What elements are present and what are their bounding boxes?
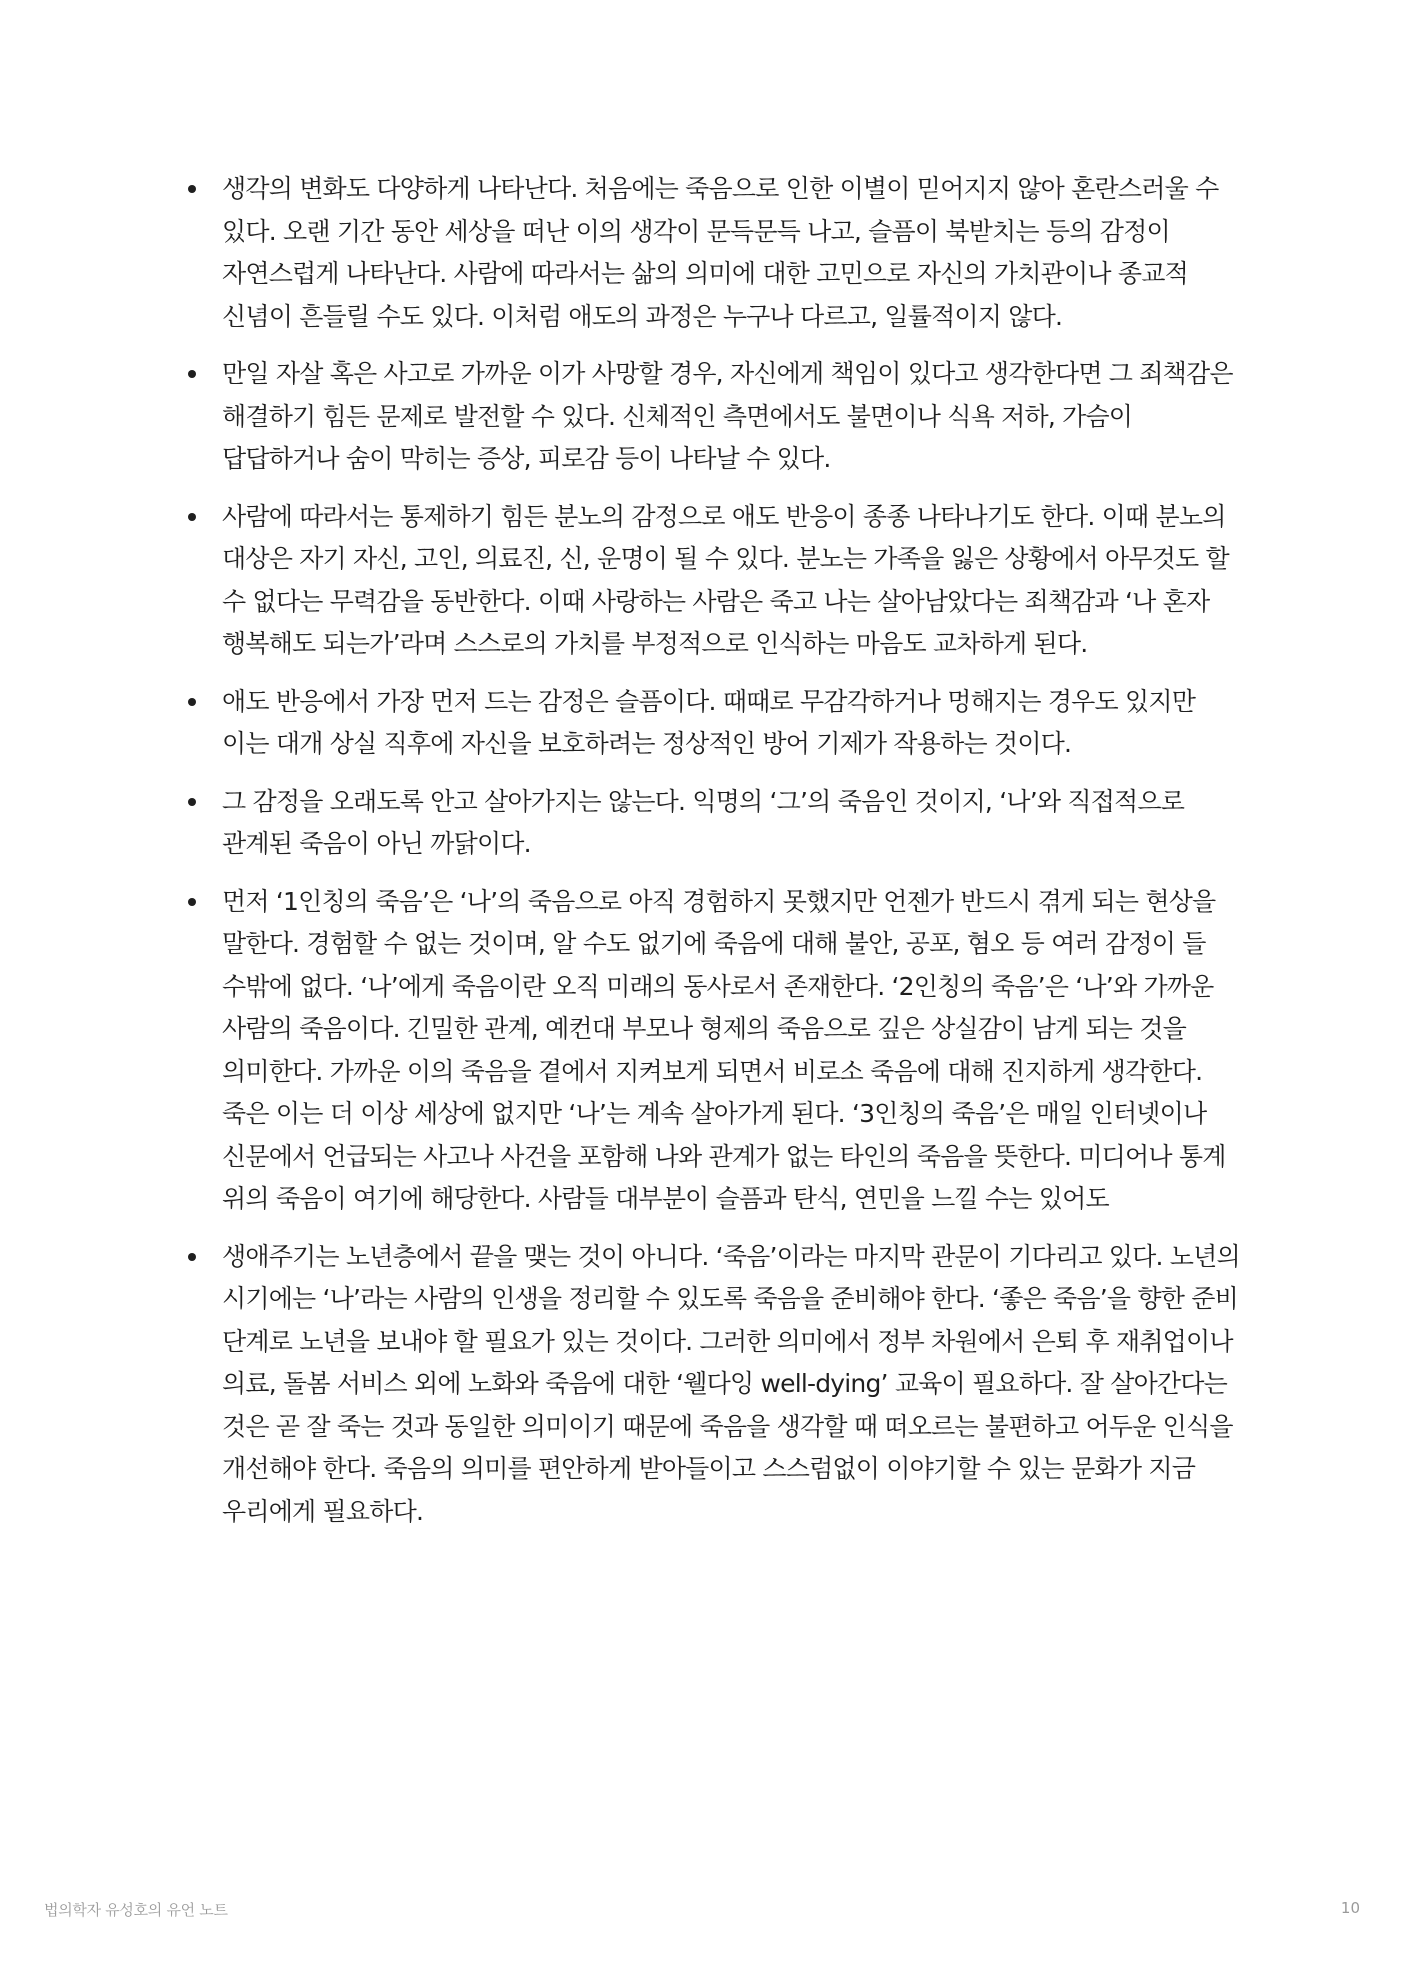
bullet-dot-icon xyxy=(188,698,196,706)
book-title: 법의학자 유성호의 유언 노트 xyxy=(44,1901,228,1919)
bullet-dot-icon xyxy=(188,898,196,906)
bullet-item xyxy=(184,496,1244,666)
bullet-item xyxy=(184,168,1244,338)
page-number: 10 xyxy=(1340,1899,1360,1917)
bullet-text: 사람에 따라서는 통제하기 힘든 분노의 감정으로 애도 반응이 종종 나타나기도 한다. 이때 분노의 대상은 자기 자신, 고인, 의료진, 신, 운명이 될 수 있다. 분노는 가족을 잃은 상황에서 아무것도 할 수 없다는 무력감을 동반한다. 이때 사랑하는 사람은 죽고 나는 살아남았다는 죄책감과 ‘나 혼자 행복해도 되는가’라며 스스로의 가치를 부정적으로 인식하는 마음도 교차하게 된다. xyxy=(222,501,1229,658)
bullet-text: 생각의 변화도 다양하게 나타난다. 처음에는 죽음으로 인한 이별이 믿어지지 않아 혼란스러울 수 있다. 오랜 기간 동안 세상을 떠난 이의 생각이 문득문득 나고, 슬픔이 북받치는 등의 감정이 자연스럽게 나타난다. 사람에 따라서는 삶의 의미에 대한 고민으로 자신의 가치관이나 종교적 신념이 흔들릴 수도 있다. 이처럼 애도의 과정은 누구나 다르고, 일률적이지 않다. xyxy=(222,174,1219,331)
bullet-item xyxy=(184,681,1244,766)
bullet-text: 먼저 ‘1인칭의 죽음’은 ‘나’의 죽음으로 아직 경험하지 못했지만 언젠가 반드시 겪게 되는 현상을 말한다. 경험할 수 없는 것이며, 알 수도 없기에 죽음에 대해 불안, 공포, 혐오 등 여러 감정이 들 수밖에 없다. ‘나’에게 죽음이란 오직 미래의 동사로서 존재한다. ‘2인칭의 죽음’은 ‘나’와 가까운 사람의 죽음이다. 긴밀한 관계, 예컨대 부모나 형제의 죽음으로 깊은 상실감이 남게 되는 것을 의미한다. 가까운 이의 죽음을 곁에서 지켜보게 되면서 비로소 죽음에 대해 진지하게 생각한다. 죽은 이는 더 이상 세상에 없지만 ‘나’는 계속 살아가게 된다. ‘3인칭의 죽음’은 매일 인터넷이나 신문에서 언급되는 사고나 사건을 포함해 나와 관계가 없는 타인의 죽음을 뜻한다. 미디어나 통계 위의 죽음이 여기에 해당한다. 사람들 대부분이 슬픔과 탄식, 연민을 느낄 수는 있어도 xyxy=(222,886,1226,1213)
bullet-text: 생애주기는 노년층에서 끝을 맺는 것이 아니다. ‘죽음’이라는 마지막 관문이 기다리고 있다. 노년의 시기에는 ‘나’라는 사람의 인생을 정리할 수 있도록 죽음을 준비해야 한다. ‘좋은 죽음’을 향한 준비 단계로 노년을 보내야 할 필요가 있는 것이다. 그러한 의미에서 정부 차원에서 은퇴 후 재취업이나 의료, 돌봄 서비스 외에 노화와 죽음에 대한 ‘웰다잉 well-dying’ 교육이 필요하다. 잘 살아간다는 것은 곧 잘 죽는 것과 동일한 의미이기 때문에 죽음을 생각할 때 떠오르는 불편하고 어두운 인식을 개선해야 한다. 죽음의 의미를 편안하게 받아들이고 스스럼없이 이야기할 수 있는 문화가 지금 우리에게 필요하다. xyxy=(222,1241,1240,1526)
bullet-item xyxy=(184,1236,1244,1534)
bullet-list xyxy=(184,168,1244,1533)
bullet-item xyxy=(184,781,1244,866)
bullet-text: 만일 자살 혹은 사고로 가까운 이가 사망할 경우, 자신에게 책임이 있다고 생각한다면 그 죄책감은 해결하기 힘든 문제로 발전할 수 있다. 신체적인 측면에서도 불면이나 식욕 저하, 가슴이 답답하거나 숨이 막히는 증상, 피로감 등이 나타날 수 있다. xyxy=(222,359,1233,473)
bullet-text: 그 감정을 오래도록 안고 살아가지는 않는다. 익명의 ‘그’의 죽음인 것이지, ‘나’와 직접적으로 관계된 죽음이 아닌 까닭이다. xyxy=(222,786,1185,858)
bullet-item xyxy=(184,881,1244,1221)
bullet-item xyxy=(184,353,1244,481)
bullet-dot-icon xyxy=(188,513,196,521)
bullet-dot-icon xyxy=(188,370,196,378)
bullet-dot-icon xyxy=(188,185,196,193)
page-body xyxy=(184,168,1244,1548)
bullet-text: 애도 반응에서 가장 먼저 드는 감정은 슬픔이다. 때때로 무감각하거나 멍해지는 경우도 있지만 이는 대개 상실 직후에 자신을 보호하려는 정상적인 방어 기제가 작용하는 것이다. xyxy=(222,686,1196,758)
bullet-dot-icon xyxy=(188,798,196,806)
bullet-dot-icon xyxy=(188,1253,196,1261)
